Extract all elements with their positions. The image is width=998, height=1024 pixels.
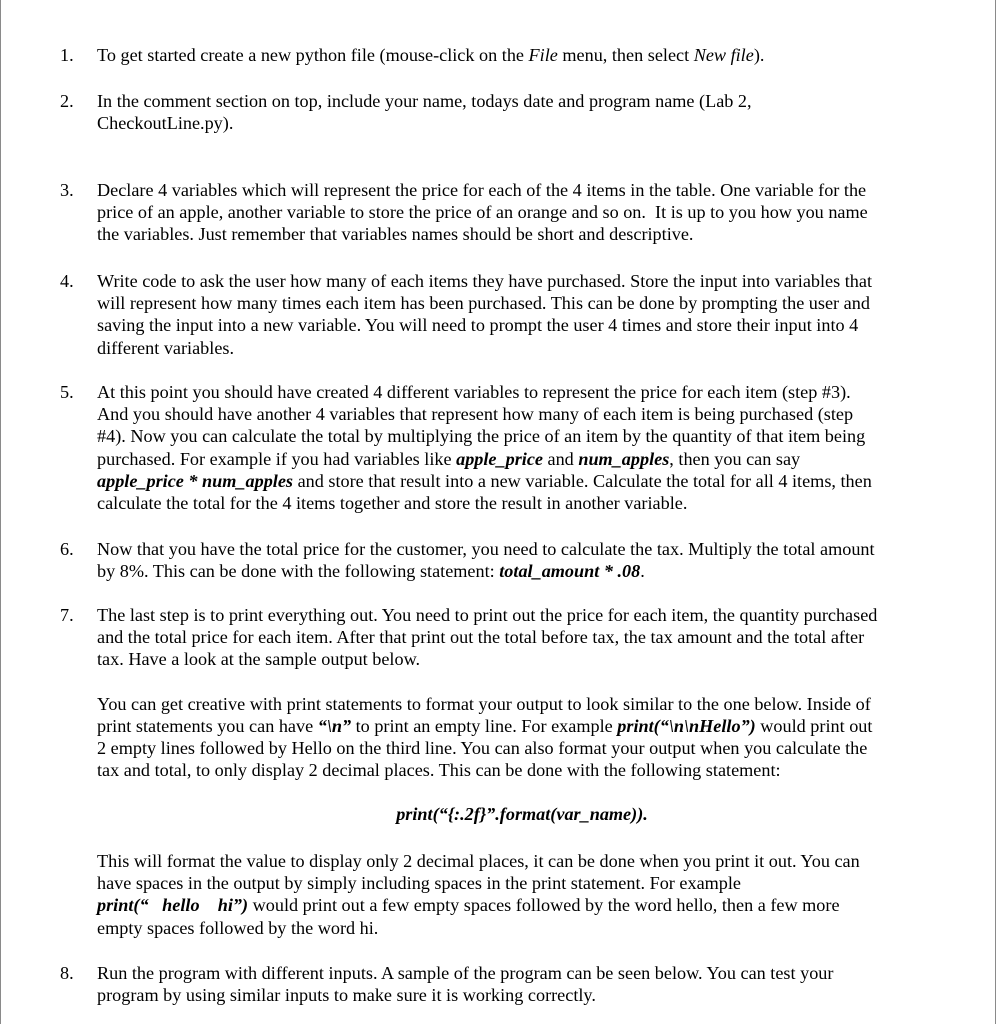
emphasis-text: num_apples bbox=[578, 448, 670, 469]
text-line bbox=[97, 425, 947, 447]
step-number: 7. bbox=[60, 605, 74, 625]
text-run: Run the program with different inputs. A sample of the program can be seen below. You can test your bbox=[97, 963, 834, 983]
text-line bbox=[97, 917, 947, 939]
text-run: , then you can say bbox=[669, 448, 801, 469]
text-line bbox=[97, 715, 947, 737]
step-text bbox=[97, 179, 947, 246]
text-line bbox=[97, 693, 947, 715]
emphasis-text: print(“ hello hi”) bbox=[97, 895, 249, 916]
text-run: 2 empty lines followed by Hello on the third line. You can also format your output when you calculate the bbox=[97, 738, 868, 759]
text-run: program by using similar inputs to make sure it is working correctly. bbox=[97, 985, 596, 1006]
text-line bbox=[97, 492, 947, 514]
text-line bbox=[97, 560, 947, 582]
text-run: tax and total, to only display 2 decimal places. This can be done with the following statement: bbox=[97, 760, 781, 781]
text-run: Declare 4 variables which will represent the price for each of the 4 items in the table. One variable for the bbox=[97, 180, 867, 200]
emphasis-text: apple_price * num_apples bbox=[97, 470, 294, 491]
text-run: empty spaces followed by the word hi. bbox=[97, 917, 379, 938]
text-run: print statements you can have bbox=[97, 716, 318, 737]
text-line bbox=[97, 538, 947, 560]
text-run: and store that result into a new variable. Calculate the total for all 4 items, then bbox=[293, 470, 872, 491]
step-text bbox=[97, 604, 947, 782]
text-run: different variables. bbox=[97, 337, 235, 358]
text-line bbox=[97, 223, 947, 245]
step-number: 6. bbox=[60, 539, 74, 559]
text-run: In the comment section on top, include your name, todays date and program name (Lab 2, bbox=[97, 91, 752, 111]
text-line bbox=[97, 44, 947, 66]
text-run: saving the input into a new variable. You will need to prompt the user 4 times and store their input into 4 bbox=[97, 315, 859, 336]
text-run: ). bbox=[753, 45, 765, 65]
text-run: The last step is to print everything out. You need to print out the price for each item, the quantity purchased bbox=[97, 605, 878, 625]
text-line bbox=[97, 314, 947, 336]
text-line bbox=[97, 894, 947, 916]
text-run: menu, then select bbox=[557, 45, 694, 65]
text-line bbox=[97, 759, 947, 781]
text-line bbox=[97, 337, 947, 359]
text-run: tax. Have a look at the sample output below. bbox=[97, 649, 421, 670]
text-line bbox=[97, 962, 947, 984]
text-run: and the total price for each item. After that print out the total before tax, the tax amount and the total after bbox=[97, 627, 865, 648]
step-text bbox=[97, 270, 947, 359]
step-text bbox=[97, 381, 947, 514]
text-run: To get started create a new python file (mouse-click on the bbox=[97, 45, 529, 65]
step-text bbox=[97, 44, 947, 66]
text-line bbox=[97, 604, 947, 626]
text-run: This will format the value to display only 2 decimal places, it can be done when you print it out. You can bbox=[97, 851, 860, 871]
text-line bbox=[97, 737, 947, 759]
step-number: 8. bbox=[60, 963, 74, 983]
emphasis-text: apple_price bbox=[456, 448, 543, 469]
text-run: price of an apple, another variable to store the price of an orange and so on. It is up to you how you name bbox=[97, 202, 868, 223]
text-run: the variables. Just remember that variables names should be short and descriptive. bbox=[97, 224, 694, 245]
step-text bbox=[97, 538, 947, 582]
text-line bbox=[97, 984, 947, 1006]
text-line bbox=[97, 448, 947, 470]
text-run: by 8%. This can be done with the following statement: bbox=[97, 561, 500, 582]
step-text bbox=[97, 962, 947, 1006]
emphasis-text: total_amount * .08 bbox=[499, 561, 641, 582]
text-line bbox=[97, 270, 947, 292]
step-number: 1. bbox=[60, 45, 74, 65]
step-text bbox=[97, 850, 947, 939]
text-run: to print an empty line. For example bbox=[351, 716, 618, 737]
step-number: 3. bbox=[60, 180, 74, 200]
step-number: 5. bbox=[60, 382, 74, 402]
text-line bbox=[97, 201, 947, 223]
text-line bbox=[97, 90, 947, 112]
text-run: #4). Now you can calculate the total by multiplying the price of an item by the quantity of that item being bbox=[97, 426, 866, 447]
text-run: At this point you should have created 4 different variables to represent the price for each item (step #3). bbox=[97, 382, 851, 402]
text-line bbox=[97, 626, 947, 648]
text-run: would print out a few empty spaces followed by the word hello, then a few more bbox=[248, 895, 840, 916]
text-run bbox=[97, 672, 102, 692]
emphasis-text: New file bbox=[693, 45, 754, 65]
text-line bbox=[97, 470, 947, 492]
step-text bbox=[97, 90, 947, 134]
text-line bbox=[97, 850, 947, 872]
text-line bbox=[97, 872, 947, 894]
step-number: 4. bbox=[60, 271, 74, 291]
text-run: Write code to ask the user how many of each items they have purchased. Store the input into variables that bbox=[97, 271, 873, 291]
format-statement: print(“{:.2f}”.format(var_name)). bbox=[396, 804, 648, 824]
text-run: And you should have another 4 variables that represent how many of each item is being purchased (step bbox=[97, 404, 854, 425]
text-line bbox=[97, 381, 947, 403]
text-run: Now that you have the total price for the customer, you need to calculate the tax. Multiply the total amount bbox=[97, 539, 875, 559]
text-line bbox=[97, 292, 947, 314]
emphasis-text: File bbox=[528, 45, 558, 65]
text-run: and bbox=[542, 448, 579, 469]
text-line bbox=[97, 671, 947, 693]
emphasis-text: “\n” bbox=[317, 716, 352, 737]
emphasis-text: print(“\n\nHello”) bbox=[617, 716, 756, 737]
text-run: You can get creative with print statements to format your output to look similar to the one below. Inside of bbox=[97, 693, 871, 714]
text-line bbox=[97, 179, 947, 201]
text-line bbox=[97, 112, 947, 134]
text-run: purchased. For example if you had variables like bbox=[97, 448, 457, 469]
text-run: will represent how many times each item has been purchased. This can be done by prompting the user and bbox=[97, 293, 870, 314]
text-line bbox=[97, 648, 947, 670]
text-run: . bbox=[640, 561, 645, 582]
text-run: calculate the total for the 4 items together and store the result in another variable. bbox=[97, 493, 688, 514]
text-run: have spaces in the output by simply including spaces in the print statement. For example bbox=[97, 873, 742, 894]
step-number: 2. bbox=[60, 91, 74, 111]
text-line bbox=[97, 403, 947, 425]
text-run: would print out bbox=[755, 716, 873, 737]
text-run: CheckoutLine.py). bbox=[97, 113, 234, 134]
